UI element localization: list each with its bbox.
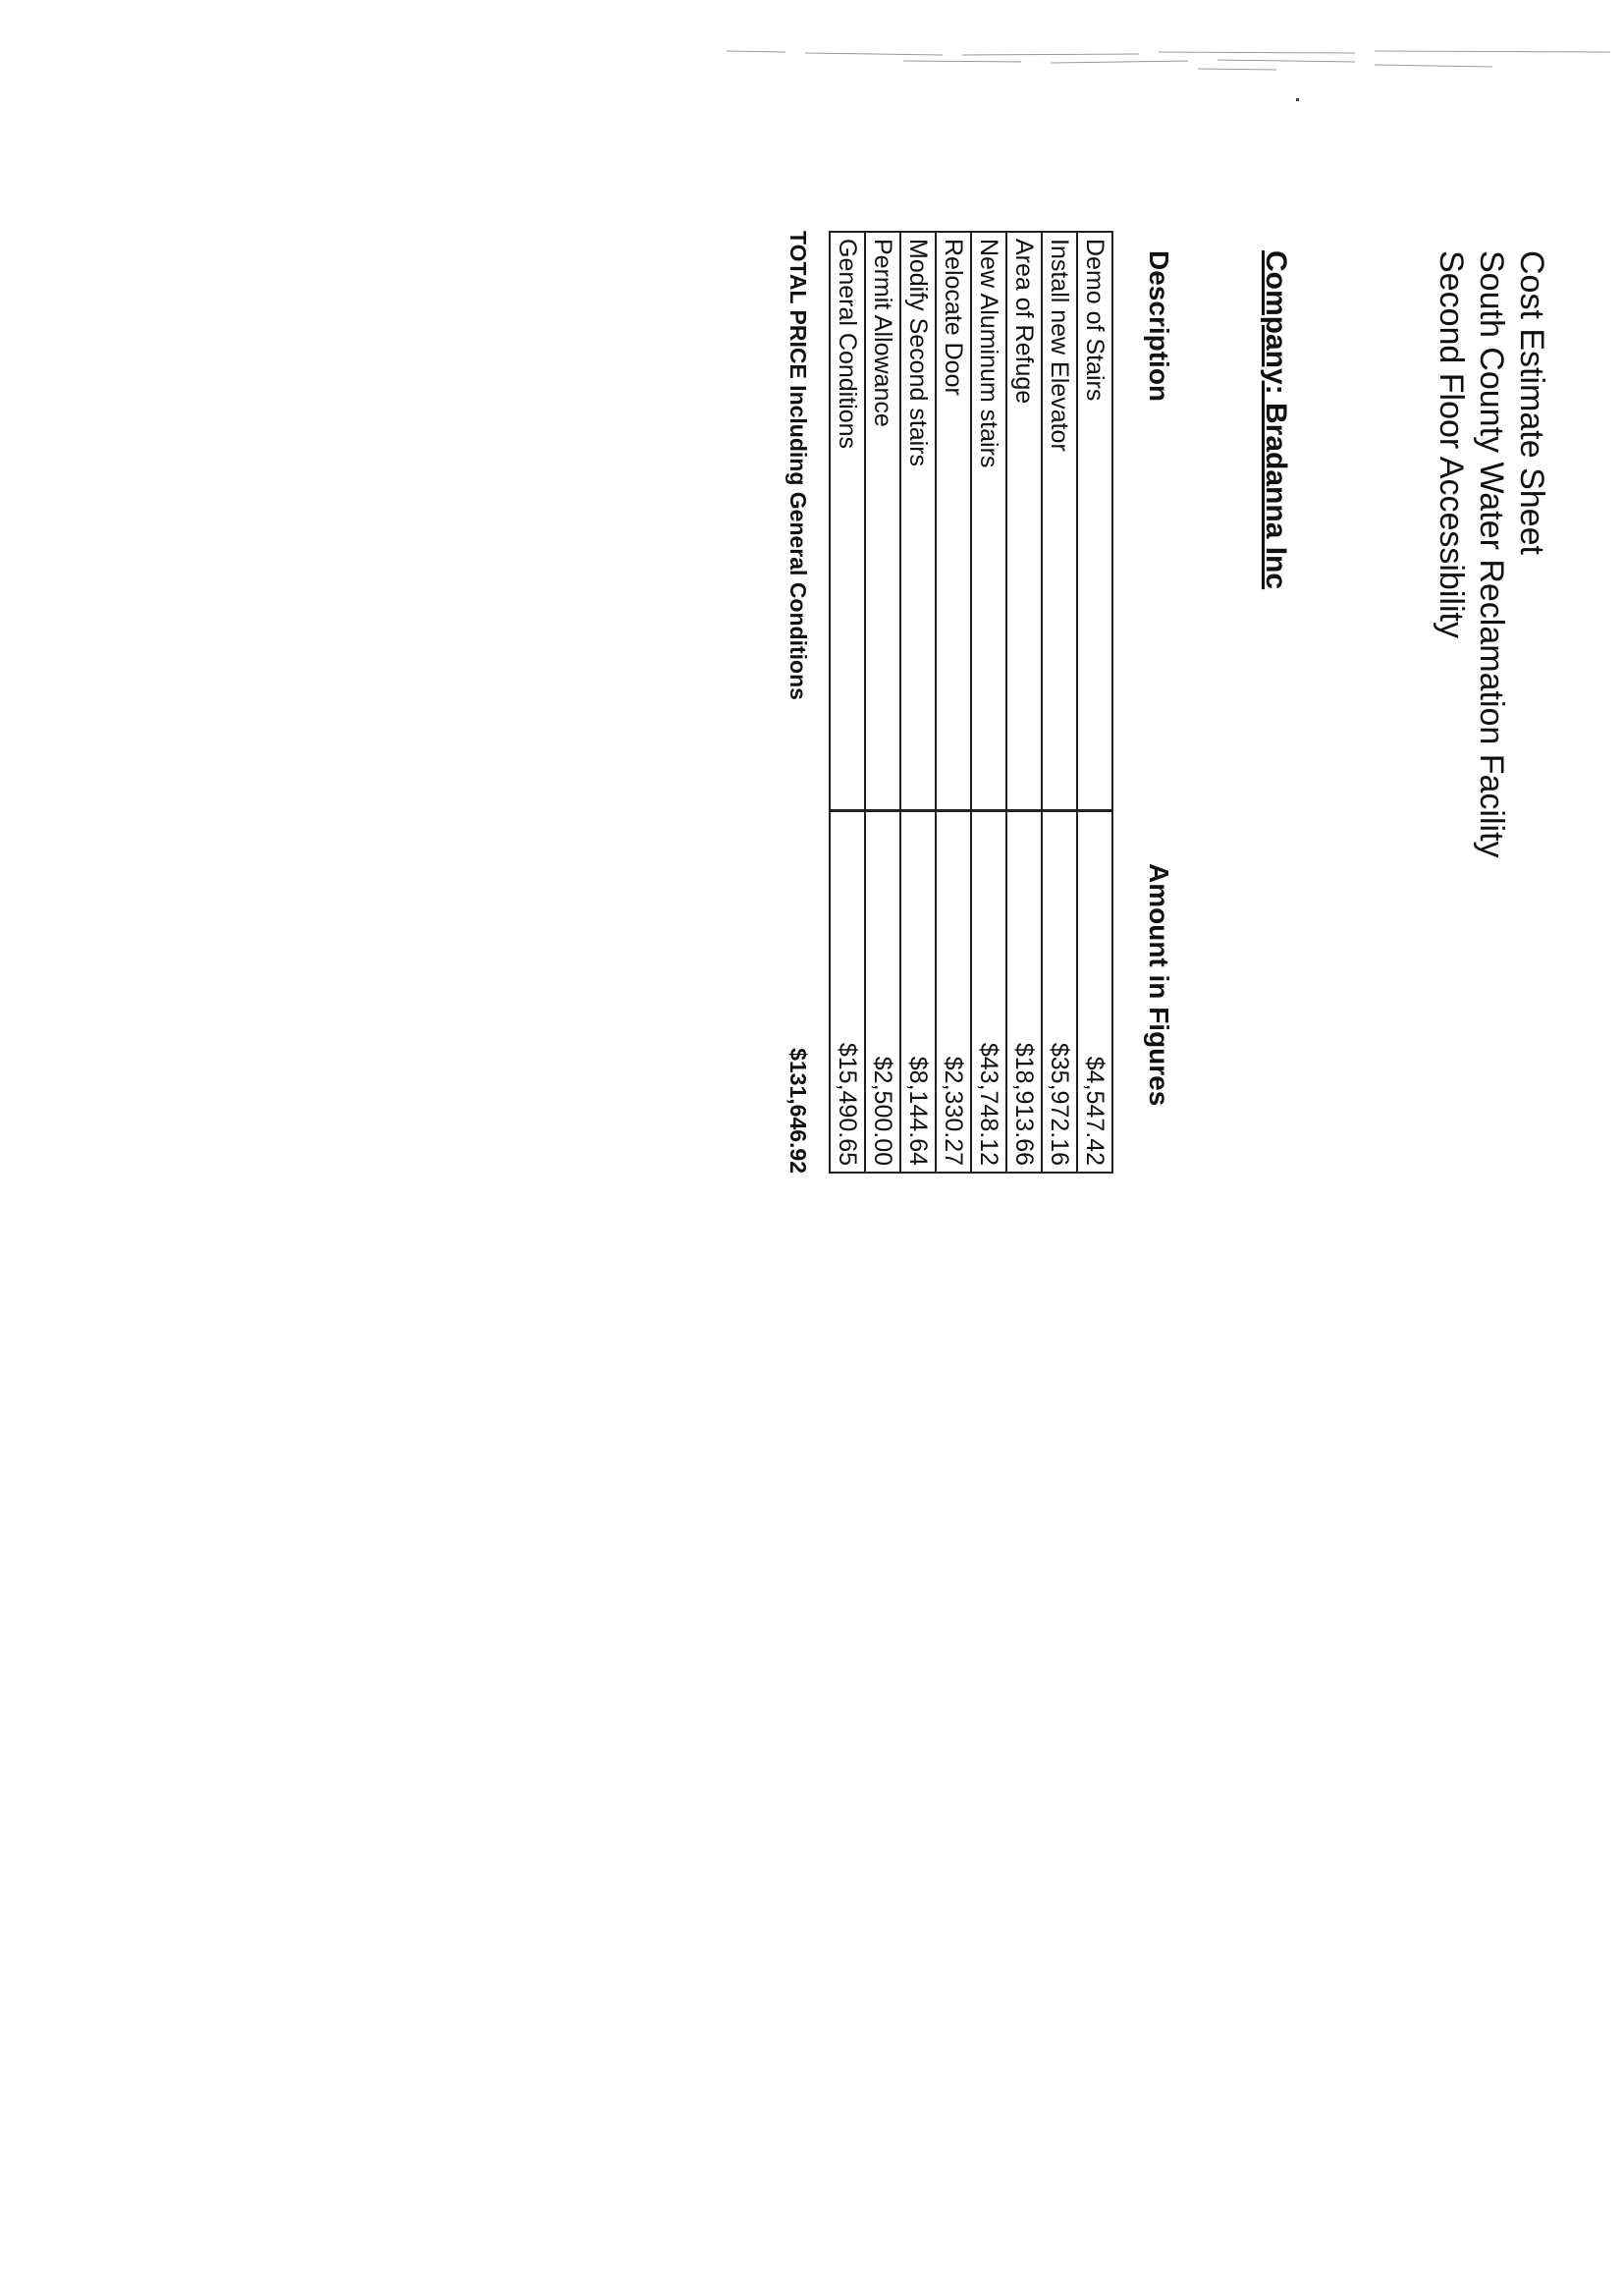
row-amount: $2,500.00: [865, 811, 900, 1174]
project-name: Second Floor Accessibility: [1433, 250, 1470, 638]
company-name: Company: Bradanna Inc: [1260, 250, 1292, 590]
scan-noise: [727, 45, 1610, 75]
row-description: New Aluminum stairs: [971, 232, 1006, 811]
table-row: [1042, 232, 1077, 1173]
table-row: [936, 232, 971, 1173]
row-description: Modify Second stairs: [900, 232, 936, 811]
row-amount: $35,972.16: [1042, 811, 1077, 1174]
row-amount: $43,748.12: [971, 811, 1006, 1174]
row-description: Area of Refuge: [1006, 232, 1042, 811]
table-row: [1077, 232, 1112, 1173]
total-label: TOTAL PRICE Including General Conditions: [785, 231, 811, 700]
row-amount: $4,547.42: [1077, 811, 1112, 1174]
description-column-header: Description: [1144, 250, 1174, 403]
stray-mark: [1296, 98, 1299, 101]
estimate-sheet: [668, 221, 1551, 1203]
row-description: Permit Allowance: [865, 232, 900, 811]
row-description: General Conditions: [830, 232, 865, 811]
row-description: Demo of Stairs: [1077, 232, 1112, 811]
row-amount: $8,144.64: [900, 811, 936, 1174]
row-amount: $18,913.66: [1006, 811, 1042, 1174]
title-block: [1431, 250, 1551, 858]
table-row: [900, 232, 936, 1173]
row-amount: $15,490.65: [830, 811, 865, 1174]
table-row: [1006, 232, 1042, 1173]
sheet-title: Cost Estimate Sheet: [1513, 250, 1550, 555]
total-value: $131,646.92: [785, 1048, 811, 1174]
amount-column-header: Amount in Figures: [1144, 863, 1174, 1107]
row-amount: $2,330.27: [936, 811, 971, 1174]
table-row: [830, 232, 865, 1173]
row-description: Relocate Door: [936, 232, 971, 811]
table-row: [865, 232, 900, 1173]
row-description: Install new Elevator: [1042, 232, 1077, 811]
facility-name: South County Water Reclamation Facility: [1473, 250, 1510, 858]
table-row: [971, 232, 1006, 1173]
estimate-table: [829, 231, 1113, 1174]
